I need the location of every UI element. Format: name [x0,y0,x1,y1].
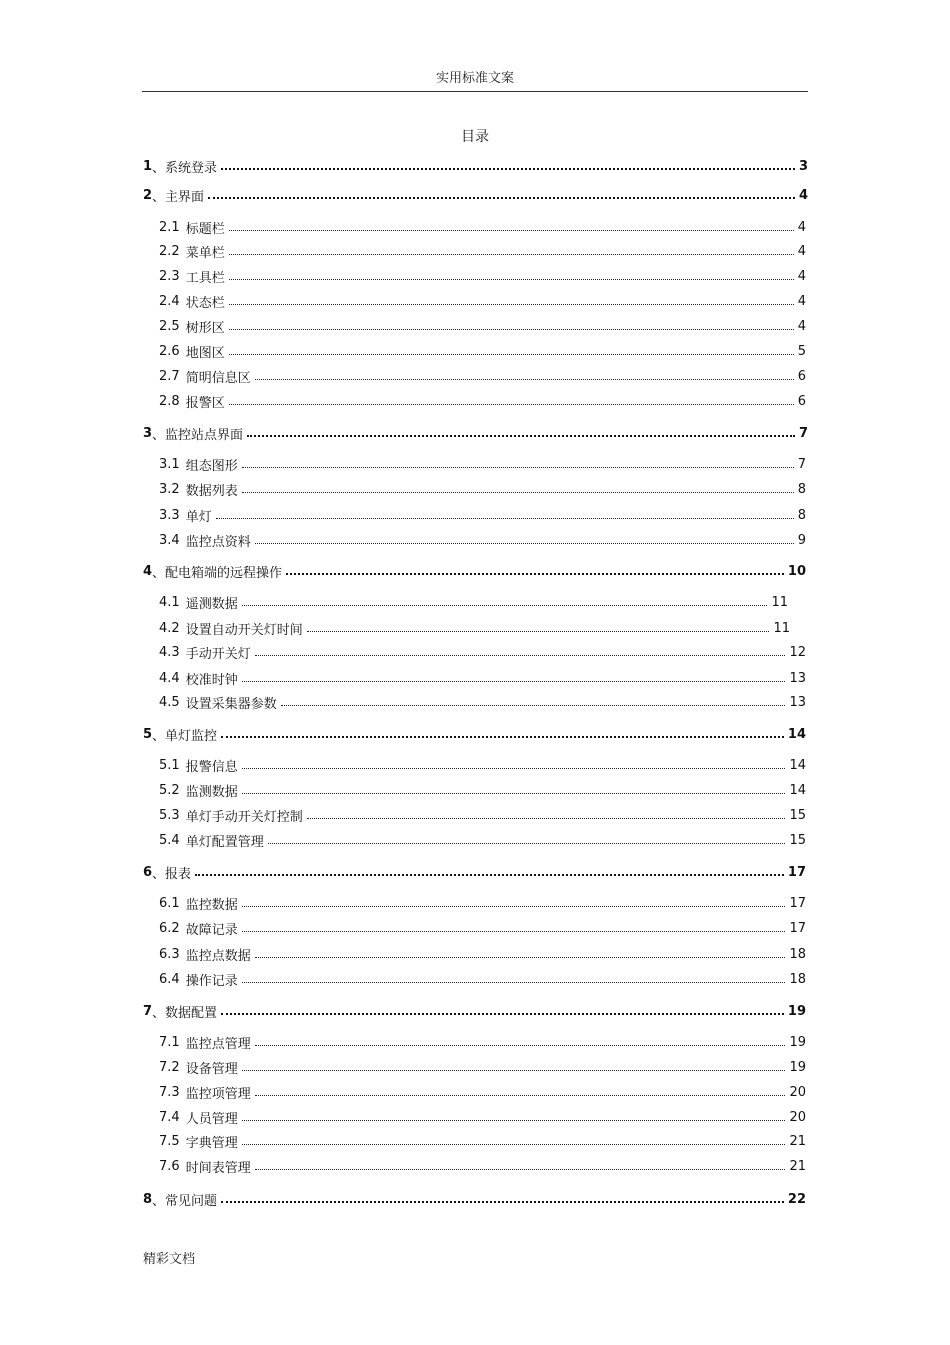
toc-entry-label: 工具栏 [185,270,225,286]
toc-entry-number: 1 [143,158,153,174]
toc-dot-leader [242,930,786,932]
toc-entry-number: 4.2 [159,620,180,636]
toc-entry-label: 监控点数据 [185,948,251,964]
toc-entry-label: 、报表 [152,866,192,882]
toc-entry[interactable] [159,755,806,775]
toc-entry-label: 报警信息 [185,759,238,775]
toc-entry-page: 13 [789,694,806,710]
toc-entry-page: 7 [798,425,808,441]
toc-entry[interactable] [143,185,808,205]
toc-entry[interactable] [159,642,806,662]
toc-entry-page: 6 [797,368,806,384]
toc-dot-leader [255,1044,786,1046]
toc-dot-leader [242,466,794,468]
toc-entry[interactable] [159,780,806,800]
toc-entry-page: 9 [797,532,806,548]
toc-dot-leader [221,1012,784,1015]
toc-entry[interactable] [159,944,806,964]
toc-entry-label: 故障记录 [185,922,238,938]
toc-entry[interactable] [159,341,806,361]
toc-entry-page: 19 [789,1034,806,1050]
toc-entry-number: 5.3 [159,807,180,823]
toc-dot-leader [229,253,794,255]
toc-entry-label: 人员管理 [185,1111,238,1127]
toc-entry-number: 2.1 [159,219,180,235]
toc-entry-page: 4 [798,187,808,203]
toc-entry-page: 4 [797,243,806,259]
toc-dot-leader [242,1119,786,1121]
toc-dot-leader [242,981,786,983]
toc-entry-number: 7.5 [159,1133,180,1149]
toc-entry[interactable] [159,479,806,499]
toc-entry-page: 14 [789,757,806,773]
toc-entry[interactable] [143,423,808,443]
toc-entry[interactable] [143,561,806,581]
toc-entry[interactable] [159,530,806,550]
toc-entry-label: 监测数据 [185,784,238,800]
toc-dot-leader [255,654,786,656]
toc-entry[interactable] [159,830,806,850]
toc-entry-page: 4 [797,219,806,235]
toc-entry-page: 4 [797,293,806,309]
toc-entry-number: 7.1 [159,1034,180,1050]
toc-dot-leader [242,1143,786,1145]
toc-entry-label: 校准时钟 [185,672,238,688]
toc-entry-page: 18 [789,971,806,987]
toc-entry-page: 8 [797,481,806,497]
toc-entry[interactable] [143,724,806,744]
toc-entry-label: 设置自动开关灯时间 [185,622,303,638]
toc-entry-page: 4 [797,268,806,284]
toc-entry-number: 4 [143,563,153,579]
toc-entry[interactable] [159,668,806,688]
toc-entry-number: 4.5 [159,694,180,710]
toc-dot-leader [221,735,784,738]
toc-entry-number: 4.4 [159,670,180,686]
toc-entry-number: 2 [143,187,153,203]
toc-entry-number: 3 [143,425,153,441]
toc-entry[interactable] [159,1131,806,1151]
page-header: 实用标准文案 [435,71,514,86]
toc-entry[interactable] [159,1082,806,1102]
toc-entry-page: 21 [789,1133,806,1149]
toc-dot-leader [242,905,786,907]
toc-entry[interactable] [143,1001,806,1021]
toc-dot-leader [229,229,794,231]
toc-entry-label: 设备管理 [185,1061,238,1077]
toc-entry-label: 操作记录 [185,973,238,989]
toc-entry-label: 、单灯监控 [152,728,218,744]
toc-entry-number: 7 [143,1003,153,1019]
toc-entry-label: 时间表管理 [185,1160,251,1176]
toc-entry-number: 6.3 [159,946,180,962]
toc-entry-label: 遥测数据 [185,596,238,612]
toc-entry[interactable] [143,1189,806,1209]
toc-entry[interactable] [159,266,806,286]
toc-entry-number: 2.3 [159,268,180,284]
toc-entry-label: 简明信息区 [185,370,251,386]
toc-entry-page: 19 [789,1059,806,1075]
toc-entry-number: 3.3 [159,507,180,523]
toc-dot-leader [255,542,794,544]
toc-entry-number: 2.4 [159,293,180,309]
toc-dot-leader [307,630,770,632]
toc-dot-leader [242,680,786,682]
toc-entry-number: 8 [143,1191,153,1207]
toc-entry-page: 13 [789,670,806,686]
toc-dot-leader [221,167,795,170]
toc-entry-page: 7 [797,456,806,472]
toc-entry-page: 5 [797,343,806,359]
toc-entry-label: 树形区 [185,320,225,336]
toc-entry-page: 10 [787,563,806,579]
toc-entry[interactable] [159,366,806,386]
toc-entry[interactable] [159,618,790,638]
toc-dot-leader [255,956,786,958]
toc-entry-page: 17 [787,864,806,880]
toc-entry[interactable] [159,805,806,825]
toc-entry-label: 单灯手动开关灯控制 [185,809,303,825]
toc-dot-leader [229,328,794,330]
toc-entry[interactable] [159,505,806,525]
toc-dot-leader [286,572,784,575]
toc-entry[interactable] [159,1156,806,1176]
toc-entry-label: 标题栏 [185,221,225,237]
toc-dot-leader [247,434,795,437]
toc-entry-number: 6.2 [159,920,180,936]
toc-entry-number: 7.4 [159,1109,180,1125]
toc-entry-number: 5 [143,726,153,742]
toc-title: 目录 [461,129,489,145]
toc-entry-page: 11 [771,594,788,610]
toc-dot-leader [281,704,786,706]
toc-entry[interactable] [159,454,806,474]
toc-dot-leader [307,817,786,819]
toc-entry[interactable] [159,217,806,237]
toc-entry-label: 、数据配置 [152,1005,218,1021]
toc-entry[interactable] [159,316,806,336]
toc-entry-label: 、主界面 [152,189,205,205]
toc-entry-page: 21 [789,1158,806,1174]
toc-entry-page: 14 [789,782,806,798]
toc-entry-number: 7.2 [159,1059,180,1075]
toc-dot-leader [255,378,794,380]
toc-entry-label: 地图区 [185,345,225,361]
toc-entry-label: 设置采集器参数 [185,696,277,712]
toc-entry[interactable] [159,969,806,989]
toc-entry-label: 、常见问题 [152,1193,218,1209]
toc-entry[interactable] [159,291,806,311]
toc-entry[interactable] [159,241,806,261]
toc-entry-label: 监控点管理 [185,1036,251,1052]
toc-entry[interactable] [143,156,808,176]
toc-entry-number: 6.4 [159,971,180,987]
toc-entry-number: 3.2 [159,481,180,497]
toc-dot-leader [242,792,786,794]
toc-entry-page: 12 [789,644,806,660]
toc-entry-label: 组态图形 [185,458,238,474]
toc-entry-number: 5.2 [159,782,180,798]
toc-entry-number: 4.3 [159,644,180,660]
toc-dot-leader [208,196,795,199]
toc-entry-number: 2.2 [159,243,180,259]
toc-entry[interactable] [159,391,806,411]
toc-entry-label: 、配电箱端的远程操作 [152,565,283,581]
toc-entry-page: 20 [789,1109,806,1125]
toc-entry-label: 数据列表 [185,483,238,499]
toc-entry-number: 7.6 [159,1158,180,1174]
toc-dot-leader [229,403,794,405]
toc-entry[interactable] [159,893,806,913]
toc-dot-leader [229,303,794,305]
page-footer: 精彩文档 [143,1252,196,1267]
toc-dot-leader [216,517,794,519]
toc-entry-page: 15 [789,832,806,848]
toc-entry-number: 4.1 [159,594,180,610]
toc-entry-number: 2.7 [159,368,180,384]
toc-entry-number: 7.3 [159,1084,180,1100]
toc-entry-number: 5.4 [159,832,180,848]
toc-entry[interactable] [159,1032,806,1052]
toc-entry-page: 17 [789,920,806,936]
toc-entry-label: 手动开关灯 [185,646,251,662]
toc-entry-number: 3.4 [159,532,180,548]
toc-dot-leader [195,873,784,876]
toc-dot-leader [255,1094,786,1096]
toc-entry[interactable] [159,1057,806,1077]
toc-entry-label: 状态栏 [185,295,225,311]
toc-entry-number: 2.5 [159,318,180,334]
toc-entry-page: 17 [789,895,806,911]
toc-entry-label: 、系统登录 [152,160,218,176]
toc-entry-label: 、监控站点界面 [152,427,244,443]
toc-entry-label: 字典管理 [185,1135,238,1151]
header-divider [142,91,808,92]
toc-entry-number: 3.1 [159,456,180,472]
toc-entry-label: 单灯配置管理 [185,834,264,850]
toc-entry-number: 6 [143,864,153,880]
toc-entry-page: 3 [798,158,808,174]
toc-entry-page: 8 [797,507,806,523]
toc-entry-page: 15 [789,807,806,823]
toc-dot-leader [255,1168,786,1170]
toc-dot-leader [242,604,768,606]
toc-entry-label: 监控数据 [185,897,238,913]
toc-entry-number: 2.6 [159,343,180,359]
toc-entry-page: 19 [787,1003,806,1019]
toc-entry-page: 20 [789,1084,806,1100]
toc-entry-number: 6.1 [159,895,180,911]
toc-entry-label: 菜单栏 [185,245,225,261]
toc-entry[interactable] [159,918,806,938]
toc-entry-page: 22 [787,1191,806,1207]
toc-entry-page: 4 [797,318,806,334]
toc-entry-page: 18 [789,946,806,962]
toc-entry-label: 监控项管理 [185,1086,251,1102]
toc-dot-leader [229,278,794,280]
toc-entry-label: 报警区 [185,395,225,411]
toc-entry-number: 2.8 [159,393,180,409]
toc-dot-leader [242,491,794,493]
toc-dot-leader [268,842,786,844]
toc-entry-label: 单灯 [185,509,212,525]
toc-dot-leader [242,1069,786,1071]
toc-entry[interactable] [159,592,788,612]
toc-dot-leader [221,1200,784,1203]
toc-entry-number: 5.1 [159,757,180,773]
toc-dot-leader [229,353,794,355]
toc-entry-label: 监控点资料 [185,534,251,550]
toc-entry-page: 14 [787,726,806,742]
toc-entry[interactable] [143,862,806,882]
toc-entry-page: 6 [797,393,806,409]
toc-dot-leader [242,767,786,769]
toc-entry[interactable] [159,1107,806,1127]
toc-entry[interactable] [159,692,806,712]
toc-entry-page: 11 [773,620,790,636]
